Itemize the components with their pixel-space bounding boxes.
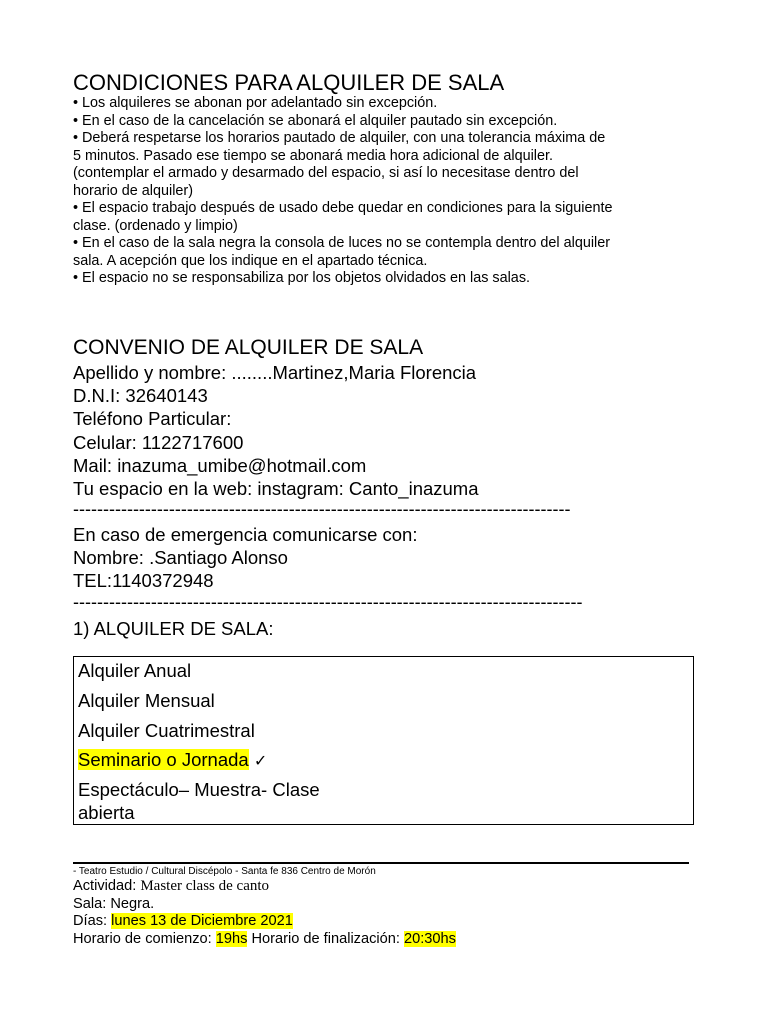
conditions-line: clase. (ordenado y limpio) (73, 217, 238, 234)
start-label: Horario de comienzo: (73, 931, 216, 947)
field-mail: Mail: inazuma_umibe@hotmail.com (73, 455, 367, 476)
separator-line: ------------------------------------------------------------------------------------- (73, 592, 583, 612)
option-espectaculo-line2: abierta (78, 802, 135, 823)
section-title: 1) ALQUILER DE SALA: (73, 618, 274, 639)
emergency-phone: TEL:1140372948 (73, 570, 214, 591)
conditions-list (73, 95, 612, 288)
end-value: 20:30hs (403, 931, 456, 947)
conditions-line: • En el caso de la cancelación se abonará el alquiler pautado sin excepción. (73, 112, 558, 129)
days-label: Días: (73, 913, 112, 929)
conditions-line: horario de alquiler) (73, 182, 193, 199)
option-espectaculo (78, 778, 320, 801)
rental-options-box (73, 656, 694, 825)
field-web: Tu espacio en la web: instagram: Canto_inazuma (73, 478, 479, 499)
option-mensual: Alquiler Mensual (78, 690, 215, 711)
schedule-line (73, 931, 456, 949)
start-value: 19hs (215, 931, 248, 947)
footer-note: - Teatro Estudio / Cultural Discépolo - Santa fe 836 Centro de Morón (73, 866, 376, 877)
activity-label: Actividad: (73, 878, 141, 894)
field-apellido: Apellido y nombre: ........Martinez,Maria Florencia (73, 362, 477, 383)
activity-line (73, 878, 269, 896)
conditions-line: • Deberá respetarse los horarios pautado de alquiler, con una tolerancia máxima de (73, 130, 606, 146)
option-espectaculo-cont: – Muestra- Clase (178, 779, 320, 800)
option-seminario-label: Seminario o Jornada (78, 749, 249, 770)
conditions-line: • El espacio trabajo después de usado debe quedar en condiciones para la siguiente (73, 200, 613, 216)
conditions-title: CONDICIONES PARA ALQUILER DE SALA (73, 70, 505, 95)
option-anual: Alquiler Anual (78, 660, 192, 681)
field-telefono: Teléfono Particular: (73, 408, 232, 429)
field-dni: D.N.I: 32640143 (73, 385, 208, 406)
room-line: Sala: Negra. (73, 896, 155, 912)
conditions-line: 5 minutos. Pasado ese tiempo se abonará media hora adicional de alquiler. (73, 147, 553, 164)
agreement-title: CONVENIO DE ALQUILER DE SALA (73, 336, 424, 359)
emergency-name: Nombre: .Santiago Alonso (73, 547, 288, 568)
conditions-line: • El espacio no se responsabiliza por los objetos olvidados en las salas. (73, 270, 531, 286)
field-celular: Celular: 1122717600 (73, 432, 244, 453)
conditions-line: (contemplar el armado y desarmado del espacio, si así lo necesitase dentro del (73, 165, 579, 181)
conditions-line: sala. A acepción que los indique en el apartado técnica. (73, 252, 428, 269)
days-value: lunes 13 de Diciembre 2021 (111, 913, 293, 929)
conditions-line: • Los alquileres se abonan por adelantado sin excepción. (73, 95, 438, 111)
footer-rule (73, 862, 689, 864)
conditions-line: • En el caso de la sala negra la consola de luces no se contempla dentro del alquiler (73, 235, 611, 251)
option-espectaculo-label: Espectáculo (78, 779, 179, 800)
emergency-heading: En caso de emergencia comunicarse con: (73, 524, 418, 545)
separator-line: ----------------------------------------------------------------------------------- (73, 499, 571, 519)
days-line (73, 913, 293, 931)
activity-value: Master class de canto (140, 878, 270, 894)
option-cuatrimestral: Alquiler Cuatrimestral (78, 720, 255, 741)
option-seminario (78, 748, 267, 773)
end-label: Horario de finalización: (247, 931, 404, 947)
checkmark-icon: ✓ (253, 753, 268, 770)
